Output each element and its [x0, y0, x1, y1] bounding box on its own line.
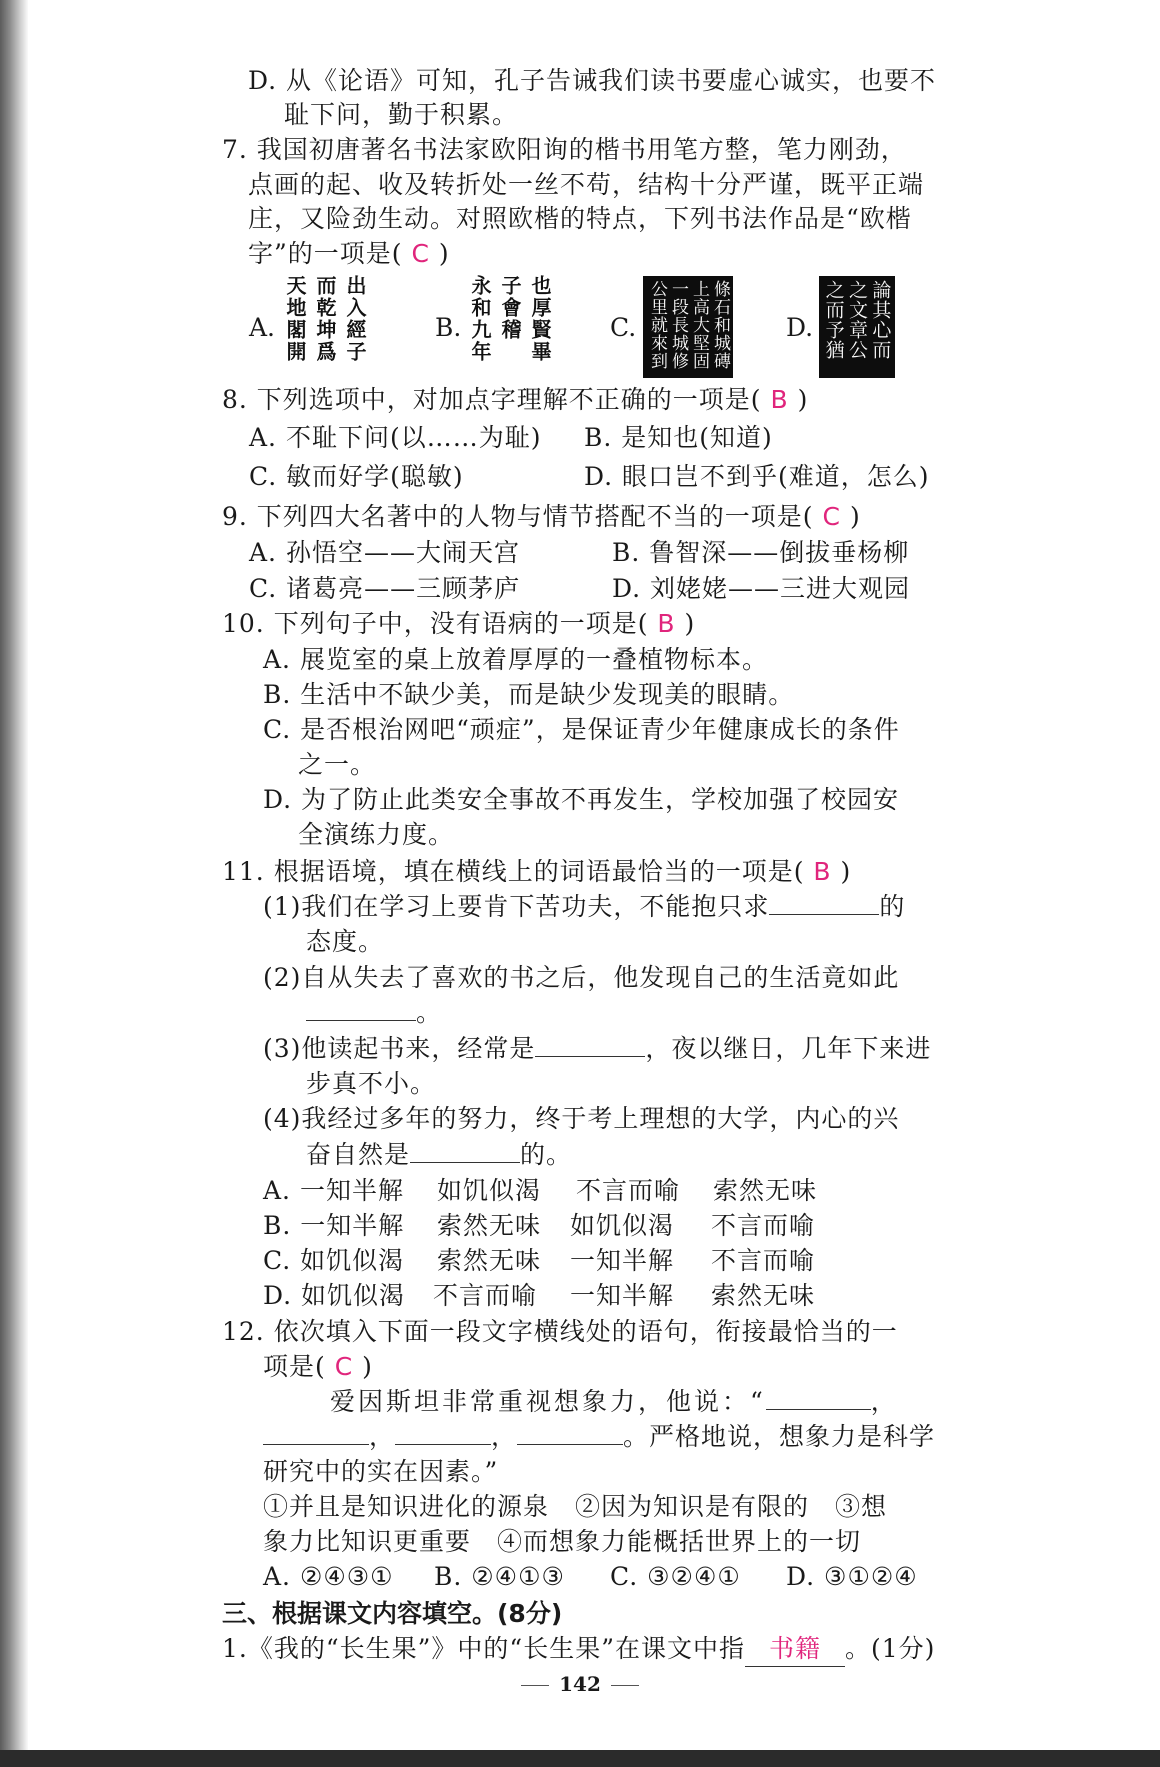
q11-option-b-word3: 如饥似渴: [570, 1211, 675, 1240]
calligraphy-column: 也厚賢畢: [528, 275, 552, 363]
q11-option-d: [263, 1279, 816, 1313]
q11-sentence4-line1: (4)我经过多年的努力，终于考上理想的大学，内心的兴: [263, 1104, 900, 1133]
q12-passage-comma: ，: [369, 1422, 396, 1451]
page-left-shadow: [0, 0, 28, 1767]
q11-option-b-word4: 不言而喻: [711, 1211, 816, 1240]
q12-passage-comma: ，: [491, 1422, 518, 1451]
q11-option-a-word3: 不言而喻: [576, 1176, 681, 1205]
q8-stem: [222, 383, 808, 417]
calligraphy-column: 出入經子: [343, 275, 367, 363]
section3-q1-answer: 书籍: [745, 1632, 845, 1667]
q12-answer: C: [334, 1352, 354, 1381]
q7-stem-line4: [248, 237, 450, 271]
q6-option-d-line1: D. 从《论语》可知，孔子告诫我们读书要虚心诚实，也要不: [248, 66, 937, 95]
q8-stem-prefix: 8. 下列选项中，对加点字理解不正确的一项是(: [222, 385, 762, 414]
q11-option-c-word3: 一知半解: [570, 1246, 675, 1275]
q11-s4-text: 奋自然是: [306, 1140, 411, 1169]
q11-stem-suffix: ): [840, 857, 852, 886]
section3-q1-text: 1.《我的“长生果”》中的“长生果”在课文中指: [222, 1634, 745, 1663]
q9-stem-suffix: ): [849, 502, 861, 531]
q12-option-c: C. ③②④①: [610, 1562, 741, 1591]
q7-stem-suffix: ): [438, 239, 450, 268]
q11-sentence3-line1: [263, 1032, 931, 1066]
calligraphy-column: 天地閣開: [283, 275, 307, 363]
q12-stem-suffix: ): [362, 1352, 373, 1381]
q7-option-a-calligraphy: [283, 275, 367, 375]
q8-option-a: A. 不耻下问(以……为耻): [249, 423, 542, 452]
calligraphy-column: 之而予猶: [822, 280, 845, 360]
q11-s1-tail: 的: [879, 892, 906, 921]
q12-option-b: B. ②④①③: [434, 1562, 565, 1591]
q11-option-c-word2: 索然无味: [437, 1246, 542, 1275]
q11-sentence4-line2: [306, 1138, 572, 1172]
q11-stem-prefix: 11. 根据语境，填在横线上的词语最恰当的一项是(: [222, 857, 805, 886]
q12-option-d: D. ③①②④: [786, 1562, 918, 1591]
page-number-text: 142: [559, 1672, 601, 1696]
q7-option-c-label: C.: [610, 313, 637, 342]
q11-option-c-word1: C. 如饥似渴: [263, 1246, 405, 1275]
q7-stem-line2: 点画的起、收及转折处一丝不苟，结构十分严谨，既平正端: [248, 170, 925, 199]
q7-answer: C: [411, 239, 430, 268]
q11-stem: [222, 855, 851, 889]
page-number-dash-left: [521, 1685, 549, 1686]
answer-blank: [395, 1422, 491, 1445]
q11-option-c: [263, 1244, 816, 1278]
answer-blank: [410, 1140, 520, 1163]
calligraphy-column: 而乾坤爲: [313, 275, 337, 363]
q11-sentence2-line1: (2)自从失去了喜欢的书之后，他发现自己的生活竟如此: [263, 963, 900, 992]
q8-answer: B: [770, 385, 789, 414]
q11-option-a-word2: 如饥似渴: [437, 1176, 542, 1205]
page-number-dash-right: [611, 1685, 639, 1686]
answer-blank: [517, 1422, 623, 1445]
answer-blank: [306, 998, 416, 1021]
q10-answer: B: [657, 609, 676, 638]
q11-sentence1-line1: [263, 890, 905, 924]
q11-s2-tail: 。: [416, 998, 443, 1027]
calligraphy-column: 條石和城磚: [710, 280, 730, 370]
q9-option-a: A. 孙悟空——大闹天宫: [249, 538, 520, 567]
q12-stem-prefix: 项是(: [263, 1352, 326, 1381]
q11-option-d-word4: 索然无味: [711, 1281, 816, 1310]
answer-blank: [769, 892, 879, 915]
q12-choices-line1: ①并且是知识进化的源泉 ②因为知识是有限的 ③想: [263, 1492, 888, 1521]
section3-q1: [222, 1632, 935, 1667]
q10-stem-prefix: 10. 下列句子中，没有语病的一项是(: [222, 609, 649, 638]
q10-option-c-line1: C. 是否根治网吧“顽症”，是保证青少年健康成长的条件: [263, 715, 900, 744]
q10-option-d-line2: 全演练力度。: [298, 820, 455, 849]
q11-s1-text: (1)我们在学习上要肯下苦功夫，不能抱只求: [263, 892, 770, 921]
q12-passage-comma: ，: [870, 1387, 899, 1416]
calligraphy-column: 之文章公: [845, 280, 868, 360]
q9-stem-prefix: 9. 下列四大名著中的人物与情节搭配不当的一项是(: [222, 502, 814, 531]
q11-sentence3-line2: 步真不小。: [306, 1069, 437, 1098]
q7-stem-line1: 7. 我国初唐著名书法家欧阳询的楷书用笔方整，笔力刚劲，: [222, 135, 907, 164]
q11-option-c-word4: 不言而喻: [711, 1246, 816, 1275]
q9-option-c: C. 诸葛亮——三顾茅庐: [249, 574, 521, 603]
calligraphy-column: 上高大堅固: [689, 280, 709, 370]
q12-option-a: A. ②④③①: [263, 1562, 394, 1591]
q7-stem-line3: 庄，又险劲生动。对照欧楷的特点，下列书法作品是“欧楷: [248, 204, 912, 233]
q9-stem: [222, 500, 861, 534]
q10-option-a: A. 展览室的桌上放着厚厚的一叠植物标本。: [263, 645, 768, 674]
q7-option-b-calligraphy: [468, 275, 552, 375]
q10-option-b: B. 生活中不缺少美，而是缺少发现美的眼睛。: [263, 680, 795, 709]
q11-option-d-word2: 不言而喻: [433, 1281, 538, 1310]
q11-s3-text: (3)他读起书来，经常是: [263, 1034, 536, 1063]
q11-option-d-word1: D. 如饥似渴: [263, 1281, 406, 1310]
section3-heading: 三、根据课文内容填空。(8分): [222, 1599, 563, 1628]
q7-option-a-label: A.: [249, 313, 276, 342]
section3-q1-suffix: 。(1分): [844, 1634, 936, 1663]
q11-option-a-word4: 索然无味: [713, 1176, 818, 1205]
q12-stem-line1: 12. 依次填入下面一段文字横线处的语句，衔接最恰当的一: [222, 1317, 898, 1346]
q7-option-d-calligraphy: [819, 276, 895, 378]
q11-option-d-word3: 一知半解: [570, 1281, 675, 1310]
q8-option-c: C. 敏而好学(聪敏): [249, 462, 464, 491]
q8-option-b: B. 是知也(知道): [584, 423, 773, 452]
calligraphy-column: 子會稽: [498, 275, 522, 341]
calligraphy-column: 一段長城修: [668, 280, 688, 370]
q9-option-d: D. 刘姥姥——三进大观园: [612, 574, 911, 603]
page-number: [0, 1672, 1160, 1696]
q11-option-b: [263, 1209, 816, 1243]
q12-passage-line1: [330, 1385, 899, 1419]
q10-option-d-line1: D. 为了防止此类安全事故不再发生，学校加强了校园安: [263, 785, 900, 814]
q12-passage-text: 爱因斯坦非常重视想象力，他说：“: [330, 1387, 766, 1416]
answer-blank: [263, 1422, 369, 1445]
q7-option-c-calligraphy: [643, 276, 733, 378]
q11-s4-tail: 的。: [520, 1140, 573, 1169]
q6-option-d-line2: 耻下问，勤于积累。: [284, 100, 519, 129]
q12-passage-text2: 。严格地说，想象力是科学: [623, 1422, 936, 1451]
q11-s3-tail: ，夜以继日，几年下来进: [645, 1034, 932, 1063]
page-bottom-shadow: [0, 1750, 1160, 1767]
q7-option-d-label: D.: [786, 313, 814, 342]
calligraphy-column: 永和九年: [468, 275, 492, 363]
q11-option-b-word1: B. 一知半解: [263, 1211, 405, 1240]
q10-stem: [222, 607, 695, 641]
q12-passage-line3: 研究中的实在因素。”: [263, 1457, 499, 1486]
answer-blank: [766, 1387, 871, 1410]
q8-stem-suffix: ): [797, 385, 809, 414]
q11-option-a: [263, 1174, 818, 1208]
q9-option-b: B. 鲁智深——倒拔垂杨柳: [612, 538, 910, 567]
calligraphy-column: 論其心而: [869, 280, 892, 360]
q8-option-d: D. 眼口岂不到乎(难道，怎么): [584, 462, 930, 491]
q7-option-b-label: B.: [435, 313, 462, 342]
q12-choices-line2: 象力比知识更重要 ④而想象力能概括世界上的一切: [263, 1527, 862, 1556]
q9-answer: C: [822, 502, 841, 531]
q11-option-b-word2: 索然无味: [437, 1211, 542, 1240]
q7-stem-prefix: 字”的一项是(: [248, 239, 403, 268]
q10-stem-suffix: ): [684, 609, 696, 638]
q12-stem-line2: [263, 1350, 373, 1384]
calligraphy-column: 公里就來到: [647, 280, 667, 370]
q12-passage-line2: [263, 1420, 935, 1454]
q11-option-a-word1: A. 一知半解: [263, 1176, 404, 1205]
q11-sentence2-line2: [306, 996, 442, 1030]
q10-option-c-line2: 之一。: [298, 750, 377, 779]
q11-answer: B: [813, 857, 832, 886]
answer-blank: [535, 1034, 645, 1057]
q11-sentence1-line2: 态度。: [306, 927, 385, 956]
